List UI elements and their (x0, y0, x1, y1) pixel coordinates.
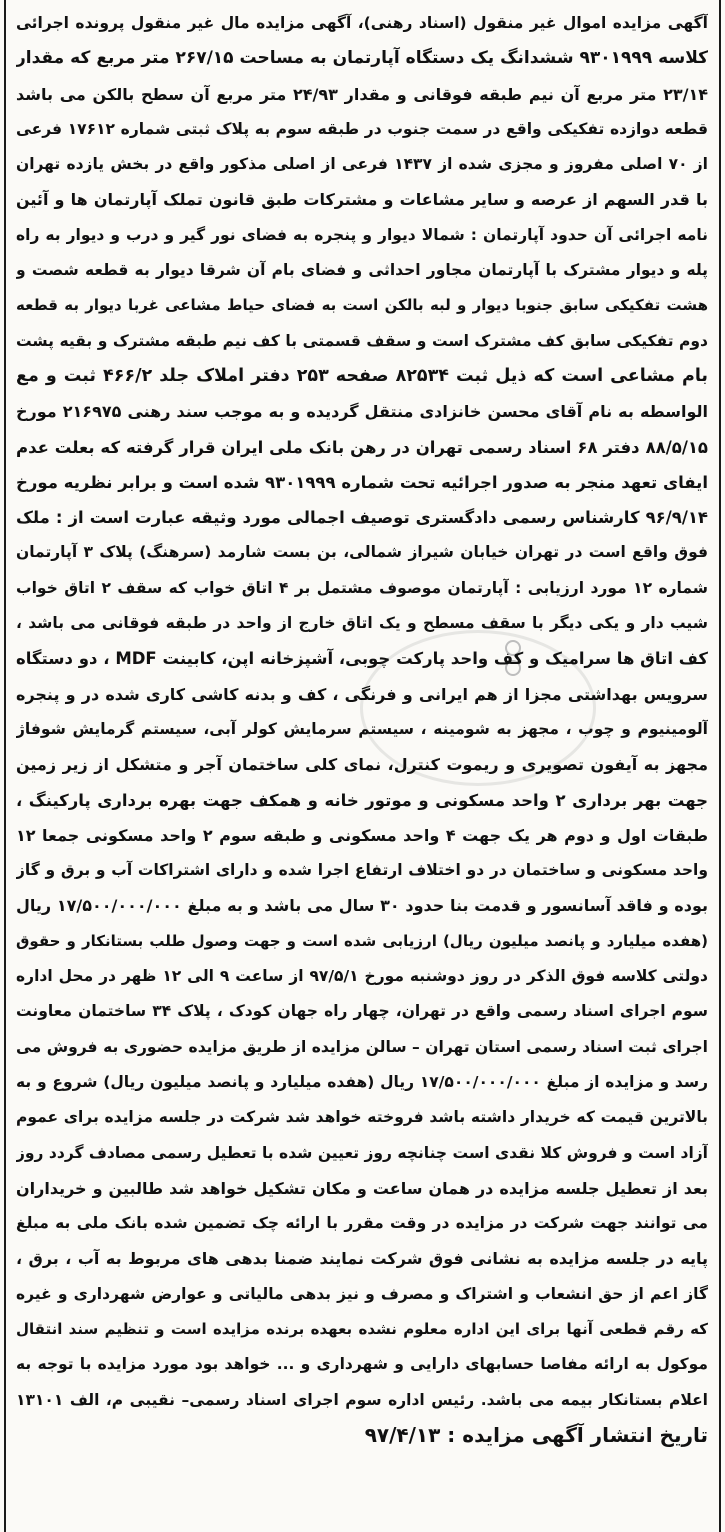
notice-line: فوق واقع است در تهران خیابان شیراز شمالی، بن بست شارمد (سرهنگ) پلاک ۳ آپارتمان (16, 543, 708, 562)
publication-date-line: تاریخ انتشار آگهی مزایده : ۹۷/۴/۱۳ (364, 1422, 708, 1447)
notice-line: قطعه دوازده تفکیکی واقع در سمت جنوب در طبقه سوم به پلاک ثبتی شماره ۱۷۶۱۲ فرعی (16, 119, 708, 138)
notice-line: سوم اجرای اسناد رسمی واقع در تهران، چهار راه جهان کودک ، پلاک ۳۴ ساختمان معاونت (16, 1002, 708, 1021)
notice-line: اجرای ثبت اسناد رسمی استان تهران – سالن مزایده از طریق مزایده حضوری به فروش می (16, 1037, 708, 1056)
notice-line: ۹۶/۹/۱۴ کارشناس رسمی دادگستری توصیف اجمالی مورد وثیقه عبارت است از : ملک (16, 508, 708, 528)
notice-line: آلومینیوم و چوب ، مجهز به شومینه ، سیستم سرمایش کولر آبی، سیستم گرمایش شوفاژ (16, 719, 708, 738)
notice-line: واحد مسکونی و ساختمان در دو اختلاف ارتفاع اجرا شده و دارای اشتراکات آب و برق و گاز (16, 861, 708, 880)
right-border-rule (719, 0, 721, 1532)
notice-line: کلاسه ۹۳۰۱۹۹۹ ششدانگ یک دستگاه آپارتمان به مساحت ۲۶۷/۱۵ متر مربع که مقدار (16, 48, 708, 69)
notice-line: شماره ۱۲ مورد ارزیابی : آپارتمان موصوف مشتمل بر ۴ اتاق خواب که سقف ۲ اتاق خواب (16, 578, 708, 597)
notice-line: آگهی مزایده اموال غیر منقول (اسناد رهنی)، آگهی مزایده مال غیر منقول پرونده اجرائی (16, 14, 708, 32)
notice-line: آزاد است و فروش کلا نقدی است چنانچه روز تعیین شده با تعطیل رسمی مصادف گردد روز (16, 1143, 708, 1162)
notice-line: بالاترین قیمت که خریدار داشته باشد فروخته خواهد شد شرکت در جلسه مزایده برای عموم (16, 1108, 708, 1127)
notice-line: می توانند جهت شرکت در مزایده در وقت مقرر با ارائه چک تضمین شده بانک ملی به مبلغ (16, 1214, 708, 1233)
notice-line: مجهز به آیفون تصویری و ریموت کنترل، نمای کلی ساختمان آجر و متشکل از زیر زمین (16, 755, 708, 775)
auction-notice (12, 6, 712, 1526)
notice-line: بام مشاعی است که ذیل ثبت ۸۲۵۳۴ صفحه ۲۵۳ دفتر املاک جلد ۴۶۶/۲ ثبت و مع (16, 365, 708, 386)
notice-line: ۲۳/۱۴ متر مربع آن نیم طبقه فوقانی و مقدار ۲۴/۹۳ متر مربع آن سطح بالکن می باشد (16, 84, 708, 104)
notice-line: موکول به ارائه مفاصا حسابهای دارایی و شهرداری و ... خواهد بود مورد مزایده با توجه به (16, 1355, 708, 1374)
notice-line: ایفای تعهد منجر به صدور اجرائیه تحت شماره ۹۳۰۱۹۹۹ شده است و برابر نظریه مورخ (16, 472, 708, 492)
notice-line: پله و دیوار مشترک با آپارتمان مجاور احداثی و فضای بام آن شرقا دیوار به قطعه شصت و (16, 261, 708, 280)
notice-line: جهت بهر برداری ۲ واحد مسکونی و موتور خانه و همکف جهت بهره برداری پارکینگ ، (16, 790, 708, 810)
notice-line: ۸۸/۵/۱۵ دفتر ۶۸ اسناد رسمی تهران در رهن بانک ملی ایران قرار گرفته که بعلت عدم (16, 437, 708, 457)
notice-line: سرویس بهداشتی مجزا از هم ایرانی و فرنگی ، کف و بدنه کاشی کاری شده در و پنجره (16, 684, 708, 704)
notice-line: طبقات اول و دوم هر یک جهت ۴ واحد مسکونی و طبقه سوم ۲ واحد مسکونی جمعا ۱۲ (16, 825, 708, 845)
notice-line: که رقم قطعی آنها برای این اداره معلوم نشده بعهده برنده مزایده است و تنظیم سند انتقال (16, 1319, 708, 1338)
notice-line: رسد و مزایده از مبلغ ۱۷/۵۰۰/۰۰۰/۰۰۰ ریال (هفده میلیارد و پانصد میلیون ریال) شروع و به (16, 1072, 708, 1091)
notice-line: بعد از تعطیل جلسه مزایده در همان ساعت و مکان تشکیل خواهد شد طالبین و خریداران (16, 1178, 708, 1198)
notice-line: کف اتاق ها سرامیک و کف واحد پارکت چوبی، آشپزخانه اپن، کابینت MDF ، دو دستگاه (16, 649, 708, 669)
notice-line: با قدر السهم از عرصه و سایر مشاعات و مشترکات طبق قانون تملک آپارتمان ها و آئین (16, 190, 708, 210)
notice-line: دولتی کلاسه فوق الذکر در روز دوشنبه مورخ ۹۷/۵/۱ از ساعت ۹ الی ۱۲ ظهر در محل اداره (16, 967, 708, 986)
notice-line: (هفده میلیارد و پانصد میلیون ریال) ارزیابی شده است و جهت وصول طلب بستانکار و حقوق (16, 931, 708, 950)
notice-line: از ۷۰ اصلی مفروز و مجزی شده از ۱۴۳۷ فرعی از اصلی مذکور واقع در بخش یازده تهران (16, 155, 708, 174)
notice-line: الواسطه به نام آقای محسن خانزادی منتقل گردیده و به موجب سند رهنی ۲۱۶۹۷۵ مورخ (16, 402, 708, 422)
notice-line: شیب دار و یکی دیگر با سقف مسطح و یک اتاق خارج از واحد در طبقه فوقانی می باشد ، (16, 614, 708, 633)
notice-line: بوده و فاقد آسانسور و قدمت بنا حدود ۳۰ سال می باشد و به مبلغ ۱۷/۵۰۰/۰۰۰/۰۰۰ ریال (16, 896, 708, 916)
left-border-rule (4, 0, 6, 1532)
notice-line: دوم تفکیکی سابق کف مشترک است و سقف قسمتی با کف نیم طبقه مشترک و بقیه پشت (16, 331, 708, 350)
notice-line: گاز اعم از حق انشعاب و اشتراک و مصرف و نیز بدهی مالیاتی و عوارض شهرداری و غیره (16, 1284, 708, 1303)
notice-line: پایه در جلسه مزایده به نشانی فوق شرکت نمایند ضمنا بدهی های مربوط به آب ، برق ، (16, 1249, 708, 1269)
notice-line: هشت تفکیکی سابق جنوبا دیوار و لبه بالکن است به فضای حیاط مشاعی غربا دیوار به قطعه (16, 296, 708, 315)
notice-line: اعلام بستانکار بیمه می باشد. رئیس اداره سوم اجرای اسناد رسمی– نقیبی م، الف ۱۳۱۰۱ (16, 1390, 708, 1409)
notice-line: نامه اجرائی آن حدود آپارتمان : شمالا دیوار و پنجره به فضای نور گیر و درب و دیوار به راه (16, 225, 708, 244)
